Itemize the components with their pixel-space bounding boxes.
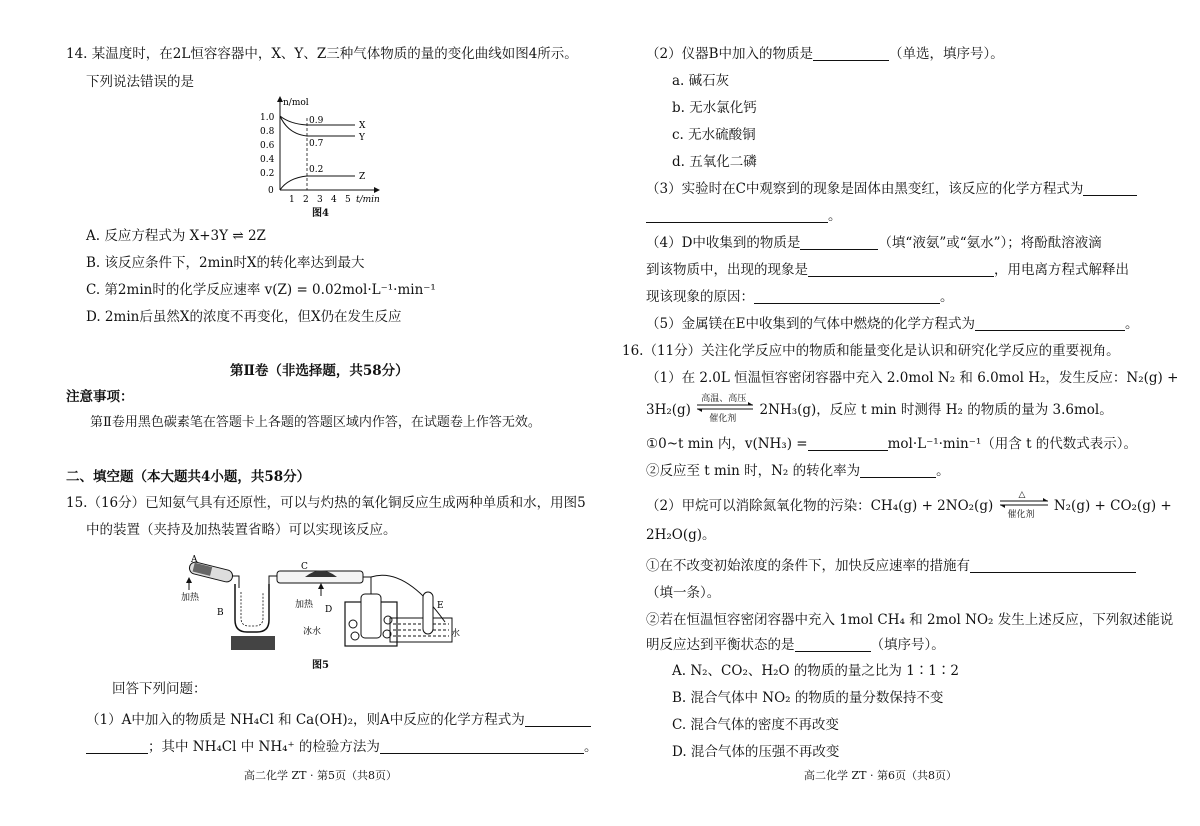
fig4-annot: 0.2: [309, 165, 324, 175]
answer-blank: [970, 558, 1136, 573]
reaction-condition-arrow: [695, 394, 755, 424]
q15-part5-text: （5）金属镁在E中收集到的气体中燃烧的化学方程式为: [646, 316, 975, 332]
q15-part5-line: [646, 315, 1138, 333]
q15-option-b: b. 无水氯化钙: [672, 100, 757, 116]
q16-q1-tail: mol·L⁻¹·min⁻¹（用含 t 的代数式表示）。: [887, 436, 1138, 452]
fig4-annot: 0.7: [309, 139, 324, 149]
q15-part4-line1: [646, 234, 1102, 252]
ice-water-label: 冰水: [303, 627, 322, 637]
q16-option-b: B. 混合气体中 NO₂ 的物质的量分数保持不变: [672, 690, 944, 706]
fig4-ytick: 0.4: [260, 155, 275, 165]
fig4-ytick: 0.2: [260, 169, 275, 179]
fig4-ylabel: n/mol: [283, 98, 309, 108]
q16-q2-end: 。: [936, 463, 950, 479]
right-page: [600, 0, 1200, 826]
q16-part1-q2: [646, 462, 950, 480]
label-b: B: [217, 608, 224, 618]
q15-part1-text2: ；其中 NH₄Cl 中 NH₄⁺ 的检验方法为: [148, 739, 380, 755]
u-tube-b: [235, 584, 269, 632]
q16-part2-q2-tail: （填序号）。: [870, 637, 945, 653]
condition-bottom: 催化剂: [709, 414, 737, 424]
q15-option-a: a. 碱石灰: [672, 73, 730, 89]
label-a: A: [191, 555, 198, 565]
q16-products: N₂(g) + CO₂(g) +: [1053, 498, 1172, 514]
curve-z: [280, 176, 355, 190]
q15-part1-text: （1）A中加入的物质是 NH₄Cl 和 Ca(OH)₂，则A中反应的化学方程式为: [86, 712, 525, 728]
q15-option-c: c. 无水硫酸铜: [672, 127, 756, 143]
q15-part2-tail: （单选，填序号）。: [889, 46, 1004, 62]
q14-stem-line1: 14. 某温度时，在2L恒容容器中，X、Y、Z三种气体物质的量的变化曲线如图4所示。: [66, 46, 578, 62]
q15-stem-line2: 中的装置（夹持及加热装置省略）可以实现该反应。: [86, 522, 397, 538]
answer-prompt: 回答下列问题：: [112, 681, 207, 697]
answer-blank: [800, 235, 878, 250]
answer-blank: [860, 463, 936, 478]
q15-part4-text3: 现该现象的原因：: [646, 289, 754, 305]
water-label: 水: [451, 629, 461, 639]
fig4-ytick: 0: [268, 186, 274, 196]
q16-product-nh3: 2NH₃(g)，反应 t min 时测得 H₂ 的物质的量为 3.6mol。: [759, 402, 1113, 418]
q16-option-c: C. 混合气体的密度不再改变: [672, 717, 839, 733]
q15-part4-line3: [646, 288, 954, 306]
answer-blank: [525, 712, 591, 727]
q16-part2-text: （2）甲烷可以消除氮氧化物的污染：CH₄(g) + 2NO₂(g): [646, 498, 994, 514]
q16-part1-q1: [646, 435, 1137, 453]
stand-base: [231, 636, 275, 650]
label-d: D: [325, 605, 333, 615]
q16-option-a: A. N₂、CO₂、H₂O 的物质的量之比为 1∶1∶2: [672, 663, 959, 679]
part2-title: 第Ⅱ卷（非选择题，共58分）: [230, 363, 409, 379]
fig4-annot: 0.9: [309, 116, 324, 126]
q16-part2-q2-text: 明反应达到平衡状态的是: [646, 637, 795, 653]
condition-top: 高温、高压: [701, 394, 747, 404]
q16-q2-text: ②反应至 t min 时，N₂ 的转化率为: [646, 463, 861, 479]
fig4-xtick: 1: [289, 195, 295, 205]
fig4-ytick: 0.6: [260, 141, 275, 151]
fig4-xtick: 3: [317, 195, 323, 205]
answer-blank: [975, 316, 1125, 331]
answer-blank: [808, 262, 994, 277]
q15-stem-line1: 15.（16分）已知氨气具有还原性，可以与灼热的氧化铜反应生成两种单质和水，用图5: [66, 495, 586, 511]
fig4-xlabel: t/min: [356, 195, 380, 205]
fig4-series-label: Z: [359, 172, 366, 182]
q15-part4-tail2: ，用电离方程式解释出: [994, 262, 1129, 278]
q15-part3-end: 。: [828, 208, 842, 224]
right-page-footer: 高二化学 ZT · 第6页（共8页）: [804, 769, 957, 782]
q15-part4-text2: 到该物质中，出现的现象是: [646, 262, 808, 278]
fig4-xtick: 5: [345, 195, 351, 205]
q16-part1-line1: （1）在 2.0L 恒温恒容密闭容器中充入 2.0mol N₂ 和 6.0mol H₂，发生反应：N₂(g) +: [646, 370, 1179, 386]
q16-part2-line1: [646, 490, 1172, 520]
q16-part2-q1: [646, 557, 1136, 575]
q16-part2-q1-text: ①在不改变初始浓度的条件下，加快反应速率的措施有: [646, 558, 970, 574]
answer-blank: [795, 637, 871, 652]
q15-part3-line2: [646, 207, 842, 225]
q14-option-b: B. 该反应条件下，2min时X的转化率达到最大: [86, 255, 365, 271]
answer-blank: [1083, 181, 1137, 196]
q15-part5-end: 。: [1124, 316, 1139, 332]
q14-stem-line2: 下列说法错误的是: [86, 74, 194, 90]
q15-part2-line: [646, 45, 1004, 63]
q15-part1-line2: [86, 738, 597, 756]
q15-part3-text: （3）实验时在C中观察到的现象是固体由黑变红，该反应的化学方程式为: [646, 181, 1084, 197]
heat-label-2: 加热: [295, 600, 314, 610]
q14-option-c: C. 第2min时的化学反应速率 v(Z) = 0.02mol·L⁻¹·min⁻¹: [86, 282, 436, 298]
left-page-footer: 高二化学 ZT · 第5页（共8页）: [244, 769, 397, 782]
q15-part3-line1: [646, 180, 1137, 198]
answer-blank: [646, 208, 828, 223]
fig4-xtick: 2: [303, 195, 309, 205]
q16-part2-line2: 2H₂O(g)。: [646, 527, 716, 543]
q14-option-d: D. 2min后虽然X的浓度不再变化，但X仍在发生反应: [86, 309, 402, 325]
fig4-ytick: 0.8: [260, 127, 275, 137]
notice-title: 注意事项：: [66, 389, 134, 405]
notice-text: 第Ⅱ卷用黑色碳素笔在答题卡上各题的答题区域内作答，在试题卷上作答无效。: [90, 415, 541, 430]
q15-part1-line1: [86, 711, 591, 729]
q15-part4-text: （4）D中收集到的物质是: [646, 235, 801, 251]
q15-part2-text: （2）仪器B中加入的物质是: [646, 46, 814, 62]
condition-top: △: [1018, 490, 1026, 500]
q14-option-a: A. 反应方程式为 X+3Y ⇌ 2Z: [86, 228, 266, 244]
figure-5-apparatus: [175, 552, 475, 652]
q16-q1-text: ①0~t min 内，v(NH₃) =: [646, 436, 808, 452]
answer-blank: [808, 436, 888, 451]
q15-part1-end: 。: [583, 739, 598, 755]
figure-4-caption: 图4: [312, 208, 329, 219]
answer-blank: [813, 46, 889, 61]
condition-bottom: 催化剂: [1007, 510, 1035, 520]
q16-part2-q2: ②若在恒温恒容密闭容器中充入 1mol CH₄ 和 2mol NO₂ 发生上述反应，下列叙述能说: [646, 612, 1174, 628]
heat-label-1: 加热: [181, 593, 200, 603]
q15-part4-end: 。: [940, 289, 954, 305]
q15-part4-line2: [646, 261, 1129, 279]
q16-stem: 16.（11分）关注化学反应中的物质和能量变化是认识和研究化学反应的重要视角。: [622, 343, 1120, 359]
label-e: E: [437, 601, 444, 611]
q15-option-d: d. 五氧化二磷: [672, 154, 757, 170]
q16-part2-q2-line2: [646, 636, 945, 654]
fig4-ytick: 1.0: [260, 113, 275, 123]
answer-blank: [380, 739, 584, 754]
answer-blank: [754, 289, 940, 304]
answer-blank: [86, 739, 148, 754]
q16-part1-line2: [646, 394, 1113, 424]
q15-part4-tail: （填“液氨”或“氨水”）；将酚酞溶液滴: [878, 235, 1102, 251]
q16-reactant-h2: 3H₂(g): [646, 402, 691, 418]
collection-tube-e: [423, 592, 433, 634]
figure-5-caption: 图5: [312, 660, 329, 671]
fig4-series-label: Y: [359, 133, 365, 143]
figure-4-graph: [250, 96, 380, 216]
reaction-condition-arrow: [998, 490, 1050, 520]
label-c: C: [301, 562, 308, 572]
fig4-series-label: X: [359, 121, 366, 131]
q16-part2-q1-tail: （填一条）。: [646, 585, 721, 601]
q16-option-d: D. 混合气体的压强不再改变: [672, 744, 840, 760]
section2-title: 二、填空题（本大题共4小题，共58分）: [66, 469, 311, 485]
fig4-xtick: 4: [331, 195, 337, 205]
